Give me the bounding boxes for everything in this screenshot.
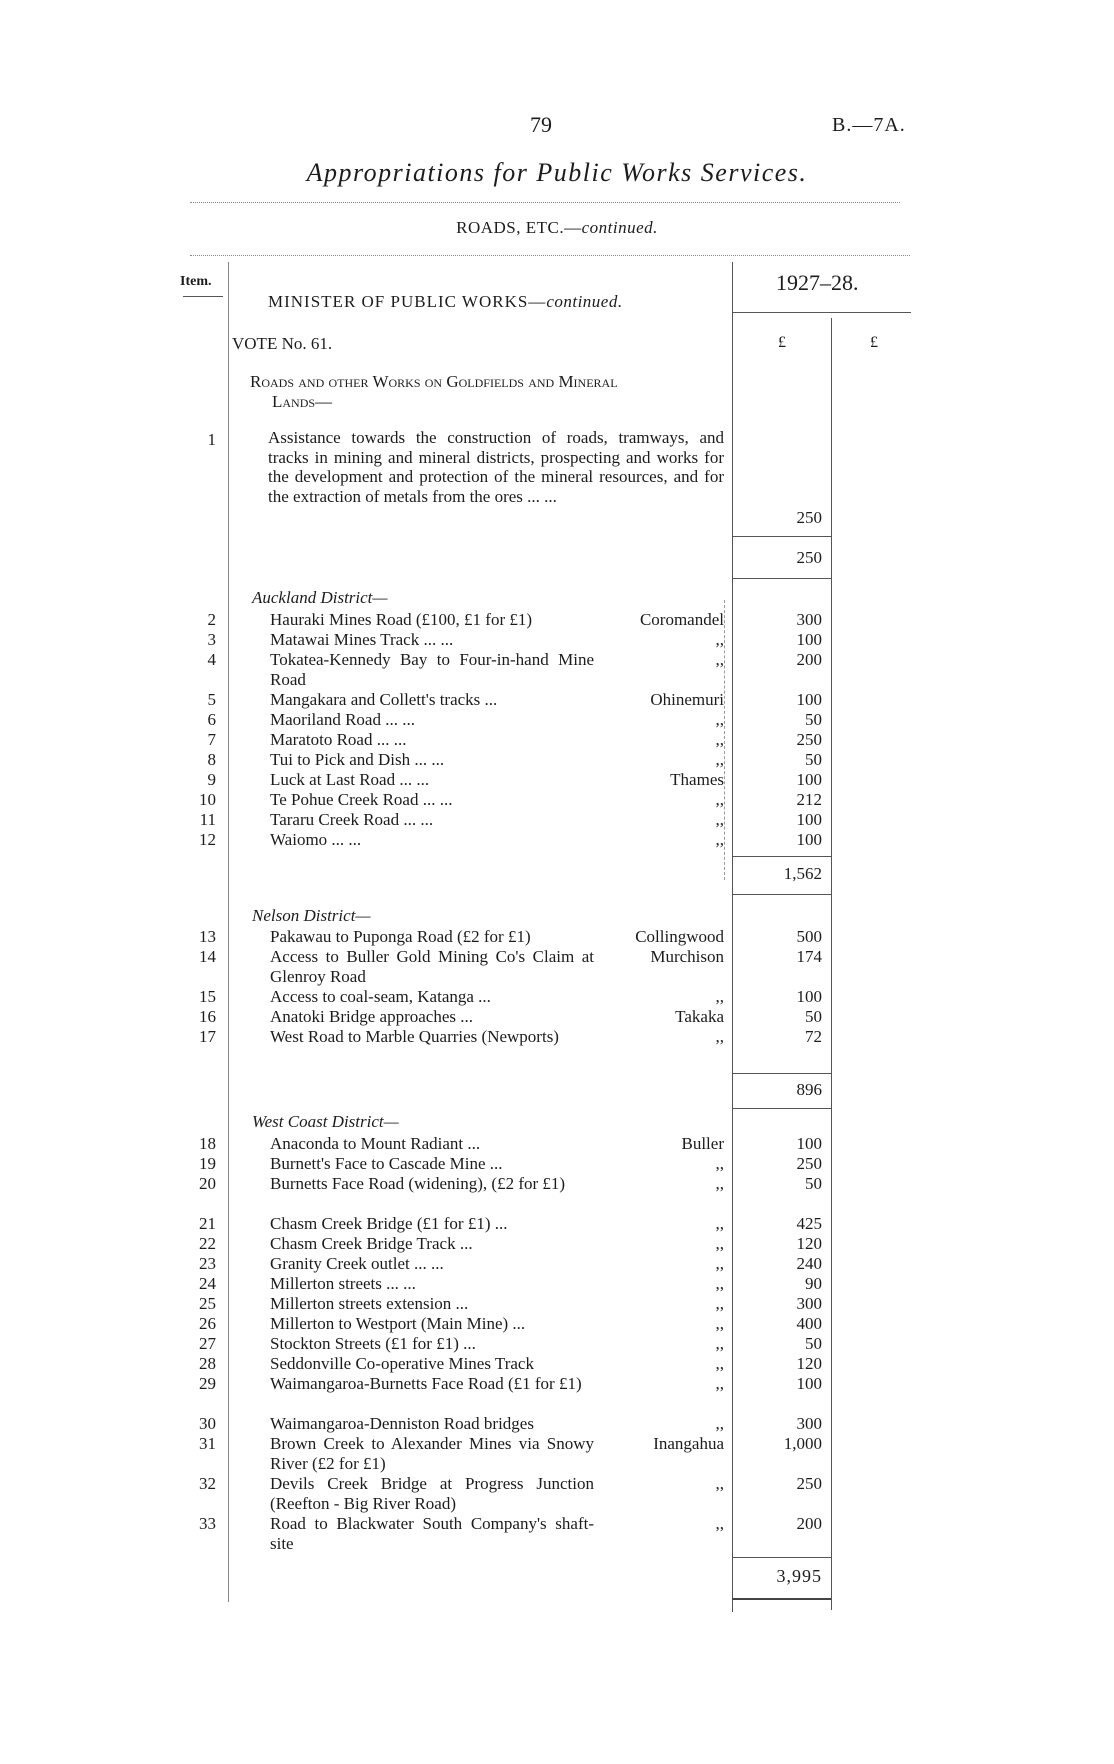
item-number: 4 [207, 650, 216, 669]
item-amount: 250 [796, 730, 822, 749]
item-description: Millerton streets ... ... [270, 1274, 416, 1293]
item-locality: ,, [715, 1294, 724, 1313]
item-description: Burnetts Face Road (widening), (£2 for £1) [270, 1174, 566, 1193]
subtotal-underline [732, 894, 831, 895]
item-amount: 300 [796, 1294, 822, 1313]
item-amount: 400 [796, 1314, 822, 1333]
table-row [0, 1334, 1114, 1354]
item-number: 13 [199, 927, 216, 946]
item-description: Millerton to Westport (Main Mine) ... [270, 1314, 526, 1333]
item-locality: Collingwood [635, 927, 724, 946]
item-locality: ,, [715, 630, 724, 649]
table-row [0, 710, 1114, 730]
table-row [0, 750, 1114, 770]
table-row [0, 1007, 1114, 1027]
item-locality: Coromandel [639, 610, 724, 629]
item-amount: 1,000 [783, 1434, 822, 1453]
item-locality: ,, [715, 1334, 724, 1353]
item-amount: 72 [805, 1027, 822, 1046]
item-amount: 50 [805, 1174, 822, 1193]
table-row [0, 650, 1114, 689]
item-amount: 300 [796, 1414, 822, 1433]
item-number: 10 [199, 790, 216, 809]
subtotal-underline [732, 1598, 831, 1600]
section-subtitle [0, 218, 1114, 238]
vote-heading [250, 372, 730, 412]
item-description: Te Pohue Creek Road ... ... [270, 790, 453, 809]
table-row [0, 987, 1114, 1007]
item-amount: 100 [796, 770, 822, 789]
minister-heading [268, 292, 623, 312]
item-amount: 240 [796, 1254, 822, 1273]
item-locality: ,, [715, 730, 724, 749]
pound-heading-2: £ [870, 334, 878, 351]
item-description: Brown Creek to Alexander Mines via Snowy River (£2 for £1) [270, 1434, 594, 1473]
item-number: 12 [199, 830, 216, 849]
item-number: 17 [199, 1027, 216, 1046]
item-locality: ,, [715, 1274, 724, 1293]
subtotal-underline [732, 1108, 831, 1109]
table-row [0, 730, 1114, 750]
table-row [0, 927, 1114, 947]
item-amount: 250 [796, 1474, 822, 1493]
item-number: 8 [207, 750, 216, 769]
item-description: Hauraki Mines Road (£100, £1 for £1) [270, 610, 533, 629]
table-row [0, 1474, 1114, 1513]
item-description: Burnett's Face to Cascade Mine ... [270, 1154, 503, 1173]
item-locality: ,, [715, 1474, 724, 1493]
item-amount: 100 [796, 1134, 822, 1153]
item-locality: ,, [715, 790, 724, 809]
item-locality: ,, [715, 1254, 724, 1273]
item-number: 32 [199, 1474, 216, 1493]
subtotal-rule [732, 536, 831, 537]
item-locality: ,, [715, 710, 724, 729]
leader-dots: ... ... [527, 487, 557, 507]
subtotal-rule [732, 1073, 831, 1074]
table-row [0, 1374, 1114, 1394]
item-description: Chasm Creek Bridge Track ... [270, 1234, 473, 1253]
table-row [0, 1314, 1114, 1334]
district-subtotal: 896 [796, 1080, 822, 1099]
item-description: Tararu Creek Road ... ... [270, 810, 434, 829]
item-amount: 100 [796, 830, 822, 849]
item-number: 23 [199, 1254, 216, 1273]
district-subtotal: 1,562 [783, 864, 822, 883]
item-number: 33 [199, 1514, 216, 1533]
item-number: 15 [199, 987, 216, 1006]
item-header-rule [183, 296, 223, 297]
item-number: 11 [199, 810, 216, 829]
pound-heading-1: £ [778, 334, 786, 351]
vote-subtotal: 250 [796, 548, 822, 567]
item-locality: Ohinemuri [650, 690, 724, 709]
table-row [0, 770, 1114, 790]
table-row [0, 1174, 1114, 1194]
item-amount: 250 [796, 508, 822, 527]
item-number: 16 [199, 1007, 216, 1026]
table-row [0, 1514, 1114, 1553]
item-number: 2 [207, 610, 216, 629]
item-description: West Road to Marble Quarries (Newports) [270, 1027, 559, 1046]
vote-heading-line1: Roads and other Works on Goldfields and Mineral [250, 372, 618, 391]
item-description: Mangakara and Collett's tracks ... [270, 690, 498, 709]
table-row [0, 1134, 1114, 1154]
item-number: 28 [199, 1354, 216, 1373]
item-description: Luck at Last Road ... ... [270, 770, 430, 789]
item-description: Devils Creek Bridge at Progress Junction (Reefton - Big River Road) [270, 1474, 594, 1513]
subtotal-rule [732, 856, 831, 857]
item-description: Tui to Pick and Dish ... ... [270, 750, 445, 769]
item-number: 6 [207, 710, 216, 729]
item-locality: ,, [715, 750, 724, 769]
item-number: 20 [199, 1174, 216, 1193]
item-description: Stockton Streets (£1 for £1) ... [270, 1334, 476, 1353]
item-number: 29 [199, 1374, 216, 1393]
item-locality: ,, [715, 987, 724, 1006]
item-description: Waimangaroa-Burnetts Face Road (£1 for £1) [270, 1374, 582, 1393]
item-amount: 100 [796, 1374, 822, 1393]
item-number: 30 [199, 1414, 216, 1433]
item-column-header: Item. [180, 274, 212, 289]
subtitle-suffix: continued. [581, 218, 658, 237]
item-locality: Thames [670, 770, 724, 789]
item-number: 19 [199, 1154, 216, 1173]
item-locality: ,, [715, 1414, 724, 1433]
item-description: Anaconda to Mount Radiant ... [270, 1134, 481, 1153]
table-row [0, 1414, 1114, 1434]
item-amount: 100 [796, 690, 822, 709]
year-rule [733, 312, 911, 313]
item-description: Seddonville Co-operative Mines Track [270, 1354, 534, 1373]
item-amount: 100 [796, 630, 822, 649]
item-locality: ,, [715, 830, 724, 849]
item-locality: ,, [715, 1314, 724, 1333]
item-amount: 174 [796, 947, 822, 966]
item-amount: 100 [796, 987, 822, 1006]
item-amount: 500 [796, 927, 822, 946]
table-row [0, 1254, 1114, 1274]
item-amount: 50 [805, 750, 822, 769]
page-title: Appropriations for Public Works Services. [306, 158, 808, 187]
table-row [0, 610, 1114, 630]
item-locality: ,, [715, 1514, 724, 1533]
subtotal-rule [732, 1557, 831, 1558]
item-number: 1 [207, 430, 216, 449]
vote-heading-line2: Lands— [272, 392, 333, 411]
table-row [0, 1434, 1114, 1473]
item-number: 18 [199, 1134, 216, 1153]
minister-suffix: continued. [546, 292, 623, 311]
table-row [0, 690, 1114, 710]
table-row [0, 1294, 1114, 1314]
item-locality: ,, [715, 810, 724, 829]
item-amount: 50 [805, 710, 822, 729]
subtotal-underline [732, 578, 831, 579]
item-amount: 90 [805, 1274, 822, 1293]
district-heading-auckland: Auckland District— [252, 588, 388, 607]
year-heading: 1927–28. [776, 270, 859, 295]
item-description: Access to coal-seam, Katanga ... [270, 987, 491, 1006]
item-description-text: Assistance towards the construction of roads, tramways, and tracks in mining and mineral districts, prospecting and works for the development and protection of the mineral resources, and for the extraction of metals from the ores [268, 428, 724, 507]
table-row [0, 1027, 1114, 1047]
item-locality: ,, [715, 650, 724, 669]
item-locality: Murchison [650, 947, 724, 966]
item-description [268, 428, 724, 507]
minister-prefix: MINISTER OF PUBLIC WORKS— [268, 292, 547, 311]
item-description: Tokatea-Kennedy Bay to Four-in-hand Mine Road [270, 650, 594, 689]
item-description: Access to Buller Gold Mining Co's Claim at Glenroy Road [270, 947, 594, 986]
item-description: Road to Blackwater South Company's shaft-site [270, 1514, 594, 1553]
vote-label: VOTE No. 61. [232, 334, 333, 353]
item-locality: Takaka [675, 1007, 724, 1026]
title-rule [190, 202, 900, 203]
item-number: 9 [207, 770, 216, 789]
table-row [0, 830, 1114, 850]
item-number: 21 [199, 1214, 216, 1233]
table-row [0, 1354, 1114, 1374]
item-amount: 200 [796, 1514, 822, 1533]
document-code: B.—7A. [832, 114, 906, 136]
item-description: Millerton streets extension ... [270, 1294, 469, 1313]
item-amount: 300 [796, 610, 822, 629]
item-description: Granity Creek outlet ... ... [270, 1254, 444, 1273]
item-amount: 50 [805, 1334, 822, 1353]
item-locality: ,, [715, 1154, 724, 1173]
table-row [0, 1234, 1114, 1254]
item-amount: 200 [796, 650, 822, 669]
item-amount: 120 [796, 1354, 822, 1373]
item-number: 31 [199, 1434, 216, 1453]
item-description: Matawai Mines Track ... ... [270, 630, 454, 649]
item-amount: 50 [805, 1007, 822, 1026]
page-number: 79 [530, 112, 552, 137]
item-locality: ,, [715, 1027, 724, 1046]
subtitle-prefix: ROADS, ETC.— [456, 218, 582, 237]
item-locality: ,, [715, 1234, 724, 1253]
item-number: 14 [199, 947, 216, 966]
district-subtotal: 3,995 [776, 1566, 822, 1586]
item-amount: 120 [796, 1234, 822, 1253]
item-description: Waimangaroa-Denniston Road bridges [270, 1414, 534, 1433]
item-number: 22 [199, 1234, 216, 1253]
item-number: 5 [207, 690, 216, 709]
item-description: Maoriland Road ... ... [270, 710, 415, 729]
item-locality: ,, [715, 1174, 724, 1193]
district-heading-nelson: Nelson District— [252, 906, 371, 925]
item-number: 3 [207, 630, 216, 649]
item-locality: ,, [715, 1374, 724, 1393]
district-heading-west-coast: West Coast District— [252, 1112, 399, 1131]
table-row [0, 1214, 1114, 1234]
item-description: Waiomo ... ... [270, 830, 362, 849]
table-row [0, 947, 1114, 986]
item-description: Pakawau to Puponga Road (£2 for £1) [270, 927, 531, 946]
item-locality: ,, [715, 1354, 724, 1373]
item-amount: 100 [796, 810, 822, 829]
item-number: 7 [207, 730, 216, 749]
table-row [0, 1274, 1114, 1294]
item-number: 25 [199, 1294, 216, 1313]
item-locality: Inangahua [653, 1434, 724, 1453]
item-locality: ,, [715, 1214, 724, 1233]
item-number: 24 [199, 1274, 216, 1293]
table-row [0, 1154, 1114, 1174]
table-row [0, 630, 1114, 650]
table-row [0, 790, 1114, 810]
item-number: 26 [199, 1314, 216, 1333]
item-amount: 250 [796, 1154, 822, 1173]
table-row [0, 810, 1114, 830]
item-description: Anatoki Bridge approaches ... [270, 1007, 473, 1026]
item-locality: Buller [681, 1134, 724, 1153]
item-number: 27 [199, 1334, 216, 1353]
item-amount: 212 [796, 790, 822, 809]
table-top-rule [190, 255, 910, 256]
item-amount: 425 [796, 1214, 822, 1233]
item-description: Chasm Creek Bridge (£1 for £1) ... [270, 1214, 508, 1233]
item-description: Maratoto Road ... ... [270, 730, 407, 749]
